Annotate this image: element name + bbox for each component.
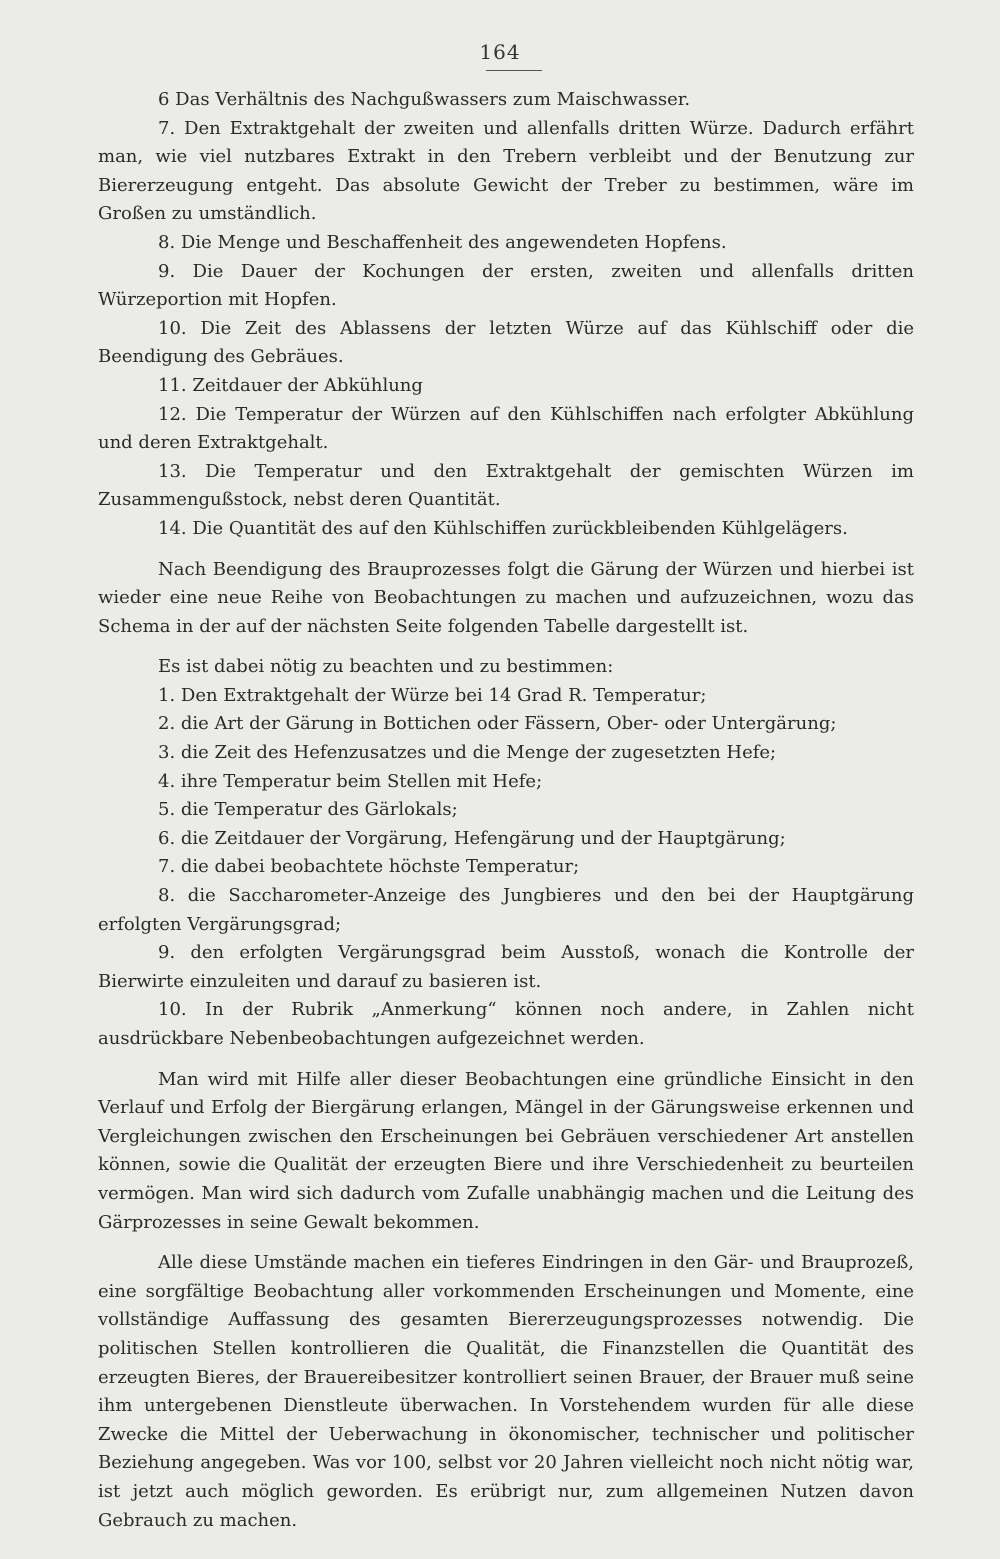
paragraph-umstaende: Alle diese Umstände machen ein tieferes Eindringen in den Gär- und Brauprozeß, eine sorgfältige Beobachtung aller vorkommenden Erscheinungen und Momente, eine vollständige Auffassung des gesamten Biererzeugungsprozesses notwendig. Die politischen Stellen kontrollieren die Qualität, die Finanzstellen die Quantität des erzeugten Bieres, der Brauereibesitzer kontrolliert seinen Brauer, der Brauer muß seine ihm untergebenen Dienstleute überwachen. In Vorstehendem wurden für alle diese Zwecke die Mittel der Ueberwachung in ökonomischer, technischer und politischer Beziehung angegeben. Was vor 100, selbst vor 20 Jahren vielleicht noch nicht nötig war, ist jetzt auch möglich geworden. Es erübrigt nur, zum allgemeinen Nutzen davon Gebrauch zu machen.: [98, 1252, 914, 1531]
list-item-14-kuehlgelaeger: 14. Die Quantität des auf den Kühlschiffen zurückbleibenden Kühlgelägers.: [158, 517, 848, 539]
gaerung-item-5: 5. die Temperatur des Gärlokals;: [158, 799, 458, 821]
list-item-11-abkuehlung: 11. Zeitdauer der Abkühlung: [158, 374, 423, 396]
body-text: [98, 86, 914, 1535]
gaerung-item-9: 9. den erfolgten Vergärungsgrad beim Ausstoß, wonach die Kontrolle der Bierwirte einzuleiten und darauf zu basieren ist.: [98, 942, 914, 992]
list-item-7-extraktgehalt: 7. Den Extraktgehalt der zweiten und allenfalls dritten Würze. Dadurch erfährt man, wie viel nutzbares Extrakt in den Trebern verbleibt und der Benutzung zur Biererzeugung entgeht. Das absolute Gewicht der Treber zu bestimmen, wäre im Großen zu umständlich.: [98, 117, 914, 225]
gaerung-item-7: 7. die dabei beobachtete höchste Temperatur;: [158, 856, 580, 878]
gaerung-item-4: 4. ihre Temperatur beim Stellen mit Hefe;: [158, 770, 543, 792]
list-item-9-kochungen: 9. Die Dauer der Kochungen der ersten, zweiten und allenfalls dritten Würzeportion mit Hopfen.: [98, 260, 914, 311]
list-item-12-temperatur: 12. Die Temperatur der Würzen auf den Kühlschiffen nach erfolgter Abkühlung und deren Extraktgehalt.: [98, 403, 914, 454]
gaerung-item-1: 1. Den Extraktgehalt der Würze bei 14 Grad R. Temperatur;: [158, 684, 707, 706]
gaerung-item-6: 6. die Zeitdauer der Vorgärung, Hefengärung und der Hauptgärung;: [158, 827, 786, 849]
gaerung-item-10: 10. In der Rubrik „Anmerkung“ können noch andere, in Zahlen nicht ausdrückbare Nebenbeobachtungen aufgezeichnet werden.: [98, 999, 914, 1049]
gaerung-item-3: 3. die Zeit des Hefenzusatzes und die Menge der zugesetzten Hefe;: [158, 742, 777, 764]
list-item-10-ablassen: 10. Die Zeit des Ablassens der letzten Würze auf das Kühlschiff oder die Beendigung des Gebräues.: [98, 317, 914, 368]
list-item-13-gemischte-wuerzen: 13. Die Temperatur und den Extraktgehalt der gemischten Würzen im Zusammengußstock, nebst deren Quantität.: [98, 460, 914, 511]
paragraph-bestimmen: Es ist dabei nötig zu beachten und zu bestimmen:: [158, 656, 614, 678]
page-number: 164: [479, 40, 521, 64]
list-item-6-nachguss: 6 Das Verhältnis des Nachgußwassers zum Maischwasser.: [158, 89, 691, 110]
gaerung-item-2: 2. die Art der Gärung in Bottichen oder Fässern, Ober- oder Untergärung;: [158, 713, 837, 735]
list-item-8-hopfen: 8. Die Menge und Beschaffenheit des angewendeten Hopfens.: [158, 231, 727, 253]
paragraph-gaerung: Nach Beendigung des Brauprozesses folgt die Gärung der Würzen und hierbei ist wieder eine neue Reihe von Beobachtungen zu machen und aufzuzeichnen, wozu das Schema in der auf der nächsten Seite folgenden Tabelle dargestellt ist.: [98, 558, 914, 637]
gaerung-item-8: 8. die Saccharometer-Anzeige des Jungbieres und den bei der Hauptgärung erfolgten Vergärungsgrad;: [98, 885, 914, 935]
page-number-rule: [486, 70, 542, 71]
paragraph-einsicht: Man wird mit Hilfe aller dieser Beobachtungen eine gründliche Einsicht in den Verlauf und Erfolg der Biergärung erlangen, Mängel in der Gärungsweise erkennen und Vergleichungen zwischen den Erscheinungen bei Gebräuen verschiedener Art anstellen können, sowie die Qualität der erzeugten Biere und ihre Verschiedenheit zu beurteilen vermögen. Man wird sich dadurch vom Zufalle unabhängig machen und die Leitung des Gärprozesses in seine Gewalt bekommen.: [98, 1068, 914, 1233]
